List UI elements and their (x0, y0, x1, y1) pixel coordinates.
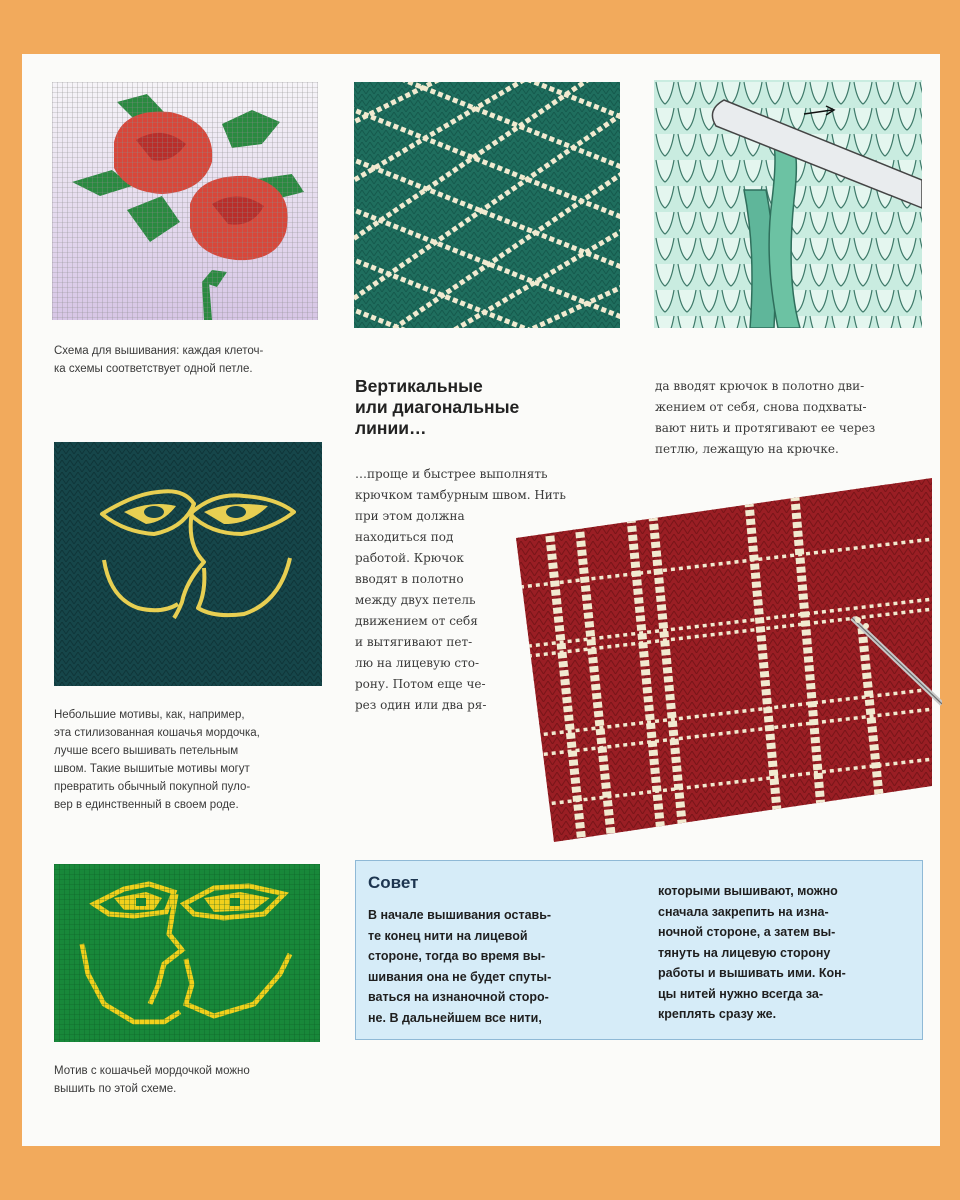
tip-line: шивания она не будет спуты- (368, 969, 552, 984)
tip-col2 (658, 881, 846, 1025)
body-line: вводят в полотно (355, 572, 464, 586)
body-line: находиться под (355, 530, 454, 544)
caption-line: Небольшие мотивы, как, например, (54, 709, 245, 721)
plaid-swatch-svg (512, 478, 942, 844)
body-line: вают нить и протягивают ее через (655, 421, 876, 435)
tip-line: тянуть на лицевую сторону (658, 945, 831, 960)
hook-diagram-image (654, 80, 922, 328)
body-line: крючком тамбурным швом. Нить (355, 488, 566, 502)
heading-line: Вертикальные (355, 376, 483, 396)
caption-line: вер в единственный в своем роде. (54, 799, 239, 811)
plaid-swatch-image (512, 478, 942, 844)
tip-title: Совет (368, 873, 419, 892)
cat-motif-caption (54, 706, 260, 814)
lattice-swatch-image (354, 82, 620, 328)
cat-swatch-svg (54, 442, 322, 686)
caption-line: вышить по этой схеме. (54, 1083, 177, 1095)
book-page (22, 54, 940, 1146)
body-line: да вводят крючок в полотно дви- (655, 379, 865, 393)
caption-line: ка схемы соответствует одной петле. (54, 363, 253, 375)
tip-line: В начале вышивания оставь- (368, 908, 552, 922)
section-body-col2 (655, 376, 875, 460)
body-line: работой. Крючок (355, 551, 464, 565)
tip-col1 (368, 905, 551, 1028)
body-line: при этом должна (355, 509, 465, 523)
cat-chart-image (54, 864, 320, 1042)
body-line: и вытягивают пет- (355, 635, 473, 649)
caption-line: Мотив с кошачьей мордочкой можно (54, 1065, 250, 1077)
cat-chart-caption (54, 1062, 250, 1098)
body-line: рону. Потом еще че- (355, 677, 486, 691)
tip-box (355, 860, 923, 1040)
cat-chart-svg (54, 864, 320, 1042)
body-line: движением от себя (355, 614, 478, 628)
caption-line: эта стилизованная кошачья мордочка, (54, 727, 260, 739)
hook-diagram-svg (654, 80, 922, 328)
tip-line: работы и вышивать ими. Кон- (658, 966, 846, 980)
tip-line: цы нитей нужно всегда за- (658, 986, 824, 1001)
caption-line: превратить обычный покупной пуло- (54, 781, 251, 793)
caption-line: Схема для вышивания: каждая клеточ- (54, 345, 264, 357)
cat-swatch-image (54, 442, 322, 686)
tip-line: те конец нити на лицевой (368, 928, 528, 943)
heading-line: или диагональные (355, 397, 520, 417)
tip-line: не. В дальнейшем все нити, (368, 1010, 542, 1025)
tip-line: которыми вышивают, можно (658, 884, 838, 898)
body-line: рез один или два ря- (355, 698, 487, 712)
rose-chart-image (52, 82, 318, 320)
caption-line: швом. Такие вышитые мотивы могут (54, 763, 250, 775)
body-line: …проще и быстрее выполнять (355, 467, 548, 481)
rose-chart-svg (52, 82, 318, 320)
heading-line: линии… (355, 418, 427, 438)
tip-line: креплять сразу же. (658, 1007, 777, 1021)
body-line: петлю, лежащую на крючке. (655, 442, 839, 456)
tip-line: сначала закрепить на изна- (658, 904, 829, 919)
body-line: лю на лицевую сто- (355, 656, 480, 670)
lattice-swatch-svg (354, 82, 620, 328)
section-heading (355, 376, 519, 439)
tip-line: ночной стороне, а затем вы- (658, 925, 836, 939)
body-line: жением от себя, снова подхваты- (655, 400, 867, 414)
tip-line: стороне, тогда во время вы- (368, 949, 546, 963)
tip-line: ваться на изнаночной сторо- (368, 990, 549, 1004)
rose-chart-caption (54, 342, 263, 378)
body-line: между двух петель (355, 593, 476, 607)
caption-line: лучше всего вышивать петельным (54, 745, 239, 757)
